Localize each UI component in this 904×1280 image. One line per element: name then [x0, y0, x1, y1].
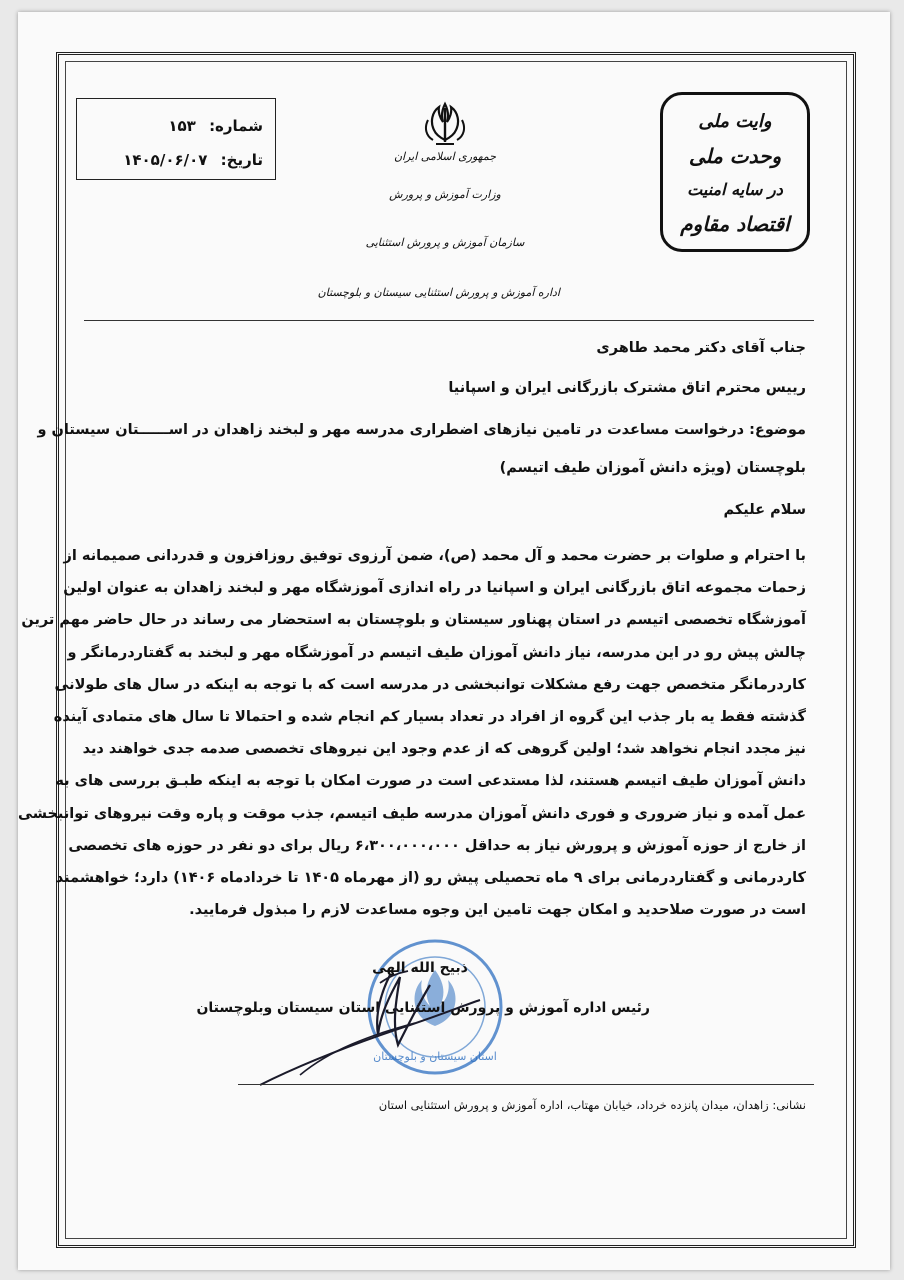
motto-line: وایت ملی [698, 111, 772, 132]
org-line-ministry: وزارت آموزش و پرورش [389, 188, 501, 201]
body-line: گذشته فقط یه بار جذب این گروه از افراد در تعداد بسیار کم انجام شده و احتمالا تا سال های متمادی آینده [53, 708, 806, 725]
motto-line: اقتصاد مقاوم [680, 212, 790, 236]
body-line: نیز مجدد انجام نخواهد شد؛ اولین گروهی که از عدم وجود این نیروهای تخصصی صدمه جدی خواهند دید [82, 741, 806, 758]
date-value: ۱۴۰۵/۰۶/۰۷ [123, 151, 208, 169]
body-line: است در صورت صلاحدید و امکان جهت تامین این وجوه مساعدت لازم را مبذول فرمایید. [189, 902, 806, 919]
motto-line: در سایه امنیت [687, 180, 783, 199]
body-line: زحمات مجموعه اتاق بازرگانی ایران و اسپانیا در راه اندازی آموزشگاه مهر و لبخند زاهدان به عنوان اولین [63, 580, 806, 597]
body-line: از خارج از حوزه آموزش و پرورش نیاز به حداقل ۶،۳۰۰،۰۰۰،۰۰۰ ریال برای دو نفر در حوزه های تخصصی [68, 837, 806, 854]
handwritten-signature-icon [240, 955, 490, 1095]
header-divider [84, 320, 814, 321]
body-line: کاردرمانگر متخصص جهت رفع مشکلات توانبخشی در مدرسه است که با توجه به اینکه در سال های طولانی [54, 676, 806, 693]
body-line: کاردرمانی و گفتاردرمانی برای ۹ ماه تحصیلی پیش رو (از مهرماه ۱۴۰۵ تا خردادماه ۱۴۰۶) دارد؛ خواهشمند [55, 869, 806, 886]
stamp-text: استان سیستان و بلوچستان [373, 1050, 497, 1063]
number-label: شماره: [209, 117, 263, 135]
org-line-organization: سازمان آموزش و پرورش استثنایی [365, 236, 525, 249]
motto-seal [660, 92, 810, 252]
org-line-office: اداره آموزش و پرورش استثنایی سیستان و بلوچستان [317, 286, 560, 299]
subject-line: موضوع: درخواست مساعدت در تامین نیازهای اضطراری مدرسه مهر و لبخند زاهدان در اســــــتان سیستان و [37, 422, 806, 438]
footer-address: نشانی: زاهدان، میدان پانزده خرداد، خیابان مهتاب، اداره آموزش و پرورش استثنایی استان [378, 1098, 806, 1112]
footer-divider [238, 1084, 814, 1085]
body-line: آموزشگاه تخصصی اتیسم در استان پهناور سیستان و بلوچستان به استحضار می رساند در حال حاضر مهم ترین [21, 612, 806, 629]
body-line: چالش پیش رو در این مدرسه، نیاز دانش آموزان طیف اتیسم در آموزشگاه مهر و لبخند به گفتاردرمانگر و [67, 644, 806, 661]
number-value: ۱۵۳ [168, 117, 196, 135]
date-label: تاریخ: [220, 151, 263, 169]
org-line-republic: جمهوری اسلامی ایران [393, 150, 497, 163]
number-row [89, 111, 263, 145]
addressee-title: رییس محترم اتاق مشترک بازرگانی ایران و اسپانیا [448, 380, 806, 396]
date-row [89, 145, 263, 179]
salutation: سلام علیکم [723, 502, 806, 518]
body-line: دانش آموزان طیف اتیسم هستند، لذا مستدعی است در صورت امکان با توجه به اینکه طبـق بررسی های به [55, 773, 806, 790]
motto-line: وحدت ملی [688, 144, 782, 168]
body-line: با احترام و صلوات بر حضرت محمد و آل محمد (ص)، ضمن آرزوی توفیق روزافزون و قدردانی صمیمانه از [63, 548, 806, 564]
letter-body [18, 540, 806, 926]
signer-title: رئیس اداره آموزش و پرورش استثنایی استان سیستان وبلوچستان [196, 1000, 650, 1016]
addressee: جناب آقای دکتر محمد طاهری [596, 340, 806, 356]
reference-box [76, 98, 276, 180]
signer-name: ذبیح الله الهی [372, 960, 468, 976]
iran-emblem-icon [418, 100, 472, 150]
subject-line-continued: بلوچستان (ویژه دانش آموزان طیف اتیسم) [499, 460, 806, 476]
body-line: عمل آمده و نیاز ضروری و فوری دانش آموزان مدرسه طیف اتیسم، جذب موقت و پاره وقت نیروهای توانبخشی [18, 805, 806, 822]
